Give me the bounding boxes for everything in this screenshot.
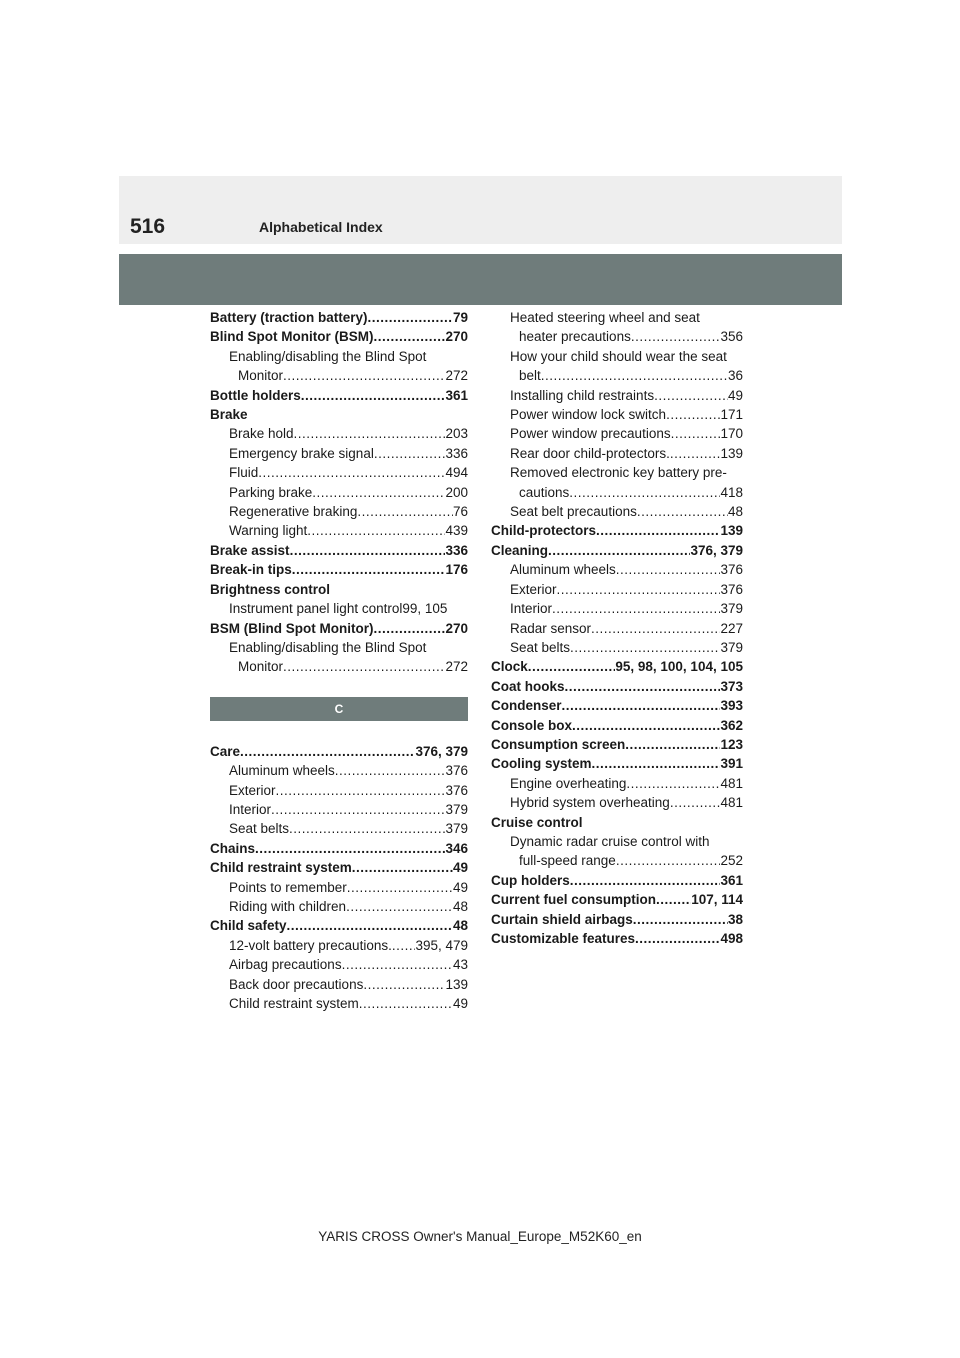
index-entry[interactable] (491, 405, 743, 424)
index-entry[interactable] (491, 871, 743, 890)
dot-leader (359, 994, 453, 1013)
dot-leader (301, 386, 446, 405)
dot-leader (312, 483, 445, 502)
footer-manual-id: YARIS CROSS Owner's Manual_Europe_M52K60_en (318, 1229, 642, 1244)
index-entry[interactable] (210, 483, 468, 502)
index-entry-page[interactable]: 395, 479 (415, 937, 468, 953)
index-entry[interactable] (210, 541, 468, 560)
index-entry-label: Chains (210, 840, 256, 856)
index-entry-label: Radar sensor (510, 620, 592, 636)
index-entry[interactable] (491, 696, 743, 715)
index-entry[interactable] (491, 444, 743, 463)
dot-leader (392, 936, 416, 955)
index-entry[interactable] (491, 502, 743, 521)
index-entry-label: Cruise control (491, 814, 583, 830)
dot-leader (633, 910, 728, 929)
index-entry-page[interactable]: 49 (452, 879, 468, 895)
index-entry-label: Removed electronic key battery pre- (510, 465, 727, 481)
index-entry-page[interactable]: 481 (720, 795, 743, 811)
dot-leader (346, 897, 453, 916)
index-entry-label: Seat belt precautions (510, 504, 637, 520)
index-entry-page[interactable]: 373 (720, 678, 743, 694)
index-entry-label: Exterior (229, 782, 276, 798)
dot-leader (548, 541, 690, 560)
index-entry-label: Brake assist (210, 542, 290, 558)
index-entry-label: Brake (210, 407, 248, 423)
index-entry[interactable] (491, 657, 743, 676)
index-entry[interactable] (491, 308, 743, 327)
index-entry-label: Heated steering wheel and seat (510, 310, 700, 325)
letter-divider: C (210, 697, 468, 721)
dot-leader (368, 308, 453, 327)
index-entry-label: Child restraint system (210, 860, 352, 876)
index-entry-page[interactable]: 49 (452, 860, 468, 876)
index-entry[interactable] (491, 347, 743, 366)
index-entry-page[interactable]: 139 (445, 976, 468, 992)
index-entry[interactable] (210, 366, 468, 385)
dot-leader (654, 386, 728, 405)
index-entry[interactable] (210, 463, 468, 482)
index-entry-label: Installing child restraints (510, 387, 655, 403)
index-entry[interactable] (491, 735, 743, 754)
dot-leader (570, 871, 721, 890)
index-entry-label: 12-volt battery precautions. (229, 937, 392, 953)
index-entry[interactable] (210, 936, 468, 955)
index-column-left (210, 308, 468, 1013)
index-entry-label: Battery (traction battery) (210, 310, 368, 325)
header-band (119, 176, 842, 244)
dot-leader (307, 521, 445, 540)
dot-leader (625, 735, 720, 754)
page-number: 516 (130, 215, 166, 238)
index-entry-page[interactable]: 379 (445, 821, 468, 837)
index-entry-label: Blind Spot Monitor (BSM) (210, 329, 374, 345)
dot-leader (373, 619, 445, 638)
index-entry[interactable] (210, 580, 468, 599)
dot-leader (565, 677, 721, 696)
index-entry-page[interactable]: 200 (445, 484, 468, 500)
index-entry[interactable] (210, 994, 468, 1013)
dot-leader (635, 929, 720, 948)
index-entry-page[interactable]: 336 (445, 445, 468, 461)
index-entry-label: Cleaning (491, 542, 549, 558)
index-entry-label: Console box (491, 717, 573, 733)
index-entry[interactable] (491, 619, 743, 638)
dot-leader (569, 483, 720, 502)
index-entry[interactable] (210, 347, 468, 366)
index-entry[interactable] (491, 463, 743, 482)
index-entry-page[interactable]: 48 (727, 504, 743, 520)
index-entry-label: Cup holders (491, 872, 570, 888)
index-entry-page[interactable]: 176 (445, 562, 468, 578)
index-entry[interactable] (491, 327, 743, 346)
index-entry[interactable] (210, 619, 468, 638)
dot-leader (616, 851, 721, 870)
dot-leader (596, 521, 720, 540)
index-entry-page[interactable]: 379 (445, 801, 468, 817)
index-entry-label: Seat belts (510, 639, 571, 655)
index-entry-label: BSM (Blind Spot Monitor) (210, 620, 374, 636)
dot-leader (357, 502, 453, 521)
index-entry[interactable] (491, 929, 743, 948)
index-entry-page[interactable]: 356 (720, 329, 743, 345)
index-entry-page[interactable]: 49 (727, 387, 743, 403)
index-entry-page[interactable]: 48 (452, 898, 468, 914)
index-entry-page[interactable]: 95, 98, 100, 104, 105 (615, 659, 743, 675)
dot-leader (289, 819, 445, 838)
index-entry[interactable] (210, 405, 468, 424)
index-entry-label: belt (519, 368, 541, 384)
index-entry-page[interactable]: 48 (452, 918, 468, 934)
index-entry-page[interactable]: 139 (720, 523, 743, 539)
index-entry[interactable] (491, 541, 743, 560)
index-entry-page[interactable]: 49 (452, 996, 468, 1011)
dot-leader (528, 657, 616, 676)
index-entry-page[interactable]: 362 (720, 717, 743, 733)
dot-leader (276, 781, 446, 800)
dot-leader (258, 463, 445, 482)
index-entry-label: Power window precautions (510, 426, 671, 442)
dot-leader (631, 327, 721, 346)
index-entry-label: Customizable features (491, 931, 636, 946)
index-entry-label: Care (210, 743, 241, 759)
index-entry-label: Airbag precautions (229, 957, 342, 973)
index-entry[interactable] (210, 955, 468, 974)
index-entry-page[interactable]: 227 (720, 620, 743, 636)
index-entry-label: Back door precautions (229, 976, 364, 992)
index-entry[interactable] (210, 761, 468, 780)
index-entry[interactable] (210, 839, 468, 858)
index-entry[interactable] (210, 386, 468, 405)
index-entry-label: Curtain shield airbags (491, 911, 633, 927)
index-entry-label: Fluid (229, 465, 259, 481)
index-entry[interactable] (210, 308, 468, 327)
index-entry-label: Engine overheating (510, 775, 627, 791)
dot-leader (271, 800, 445, 819)
index-entry-label: Points to remember (229, 879, 347, 895)
dot-leader (255, 839, 445, 858)
dot-leader (352, 858, 453, 877)
index-entry-page[interactable]: 481 (720, 775, 743, 791)
index-entry-page[interactable]: 393 (720, 698, 743, 714)
index-entry-label: Exterior (510, 581, 557, 597)
index-entry-page[interactable]: 170 (720, 426, 743, 442)
dot-leader (592, 754, 721, 773)
index-entry-page[interactable]: 272 (445, 659, 468, 675)
dot-leader (591, 619, 720, 638)
index-entry[interactable] (491, 793, 743, 812)
dot-leader (283, 657, 445, 676)
dot-leader (637, 502, 728, 521)
index-entry[interactable] (210, 599, 468, 618)
index-entry[interactable] (491, 521, 743, 540)
index-entry[interactable] (210, 975, 468, 994)
index-entry-label: Aluminum wheels (229, 763, 335, 779)
index-entry-page[interactable]: 203 (445, 426, 468, 442)
index-entry[interactable] (491, 890, 743, 909)
index-entry-page[interactable]: 79 (452, 310, 468, 325)
index-entry-label: Child-protectors (491, 523, 597, 539)
index-entry[interactable] (210, 916, 468, 935)
index-entry-label: Enabling/disabling the Blind Spot (229, 348, 427, 364)
dot-leader (552, 599, 720, 618)
index-entry-label: Interior (510, 601, 553, 617)
index-entry-label: Condenser (491, 698, 562, 714)
dot-leader (335, 761, 446, 780)
index-entry-page[interactable]: 376, 379 (690, 542, 743, 558)
index-entry-page[interactable]: 418 (720, 484, 743, 500)
index-entry-label: Brightness control (210, 581, 331, 597)
index-entry-page[interactable]: 123 (720, 736, 743, 752)
dot-leader (671, 424, 721, 443)
index-entry[interactable] (491, 910, 743, 929)
index-entry[interactable] (491, 851, 743, 870)
index-entry[interactable] (491, 424, 743, 443)
index-entry[interactable] (210, 742, 468, 761)
index-entry-label: Monitor (238, 659, 284, 675)
index-entry-page[interactable]: 171 (720, 407, 743, 423)
dot-leader (283, 366, 445, 385)
index-entry[interactable] (491, 366, 743, 385)
index-entry[interactable] (210, 444, 468, 463)
index-entry-label: Dynamic radar cruise control with (510, 833, 710, 849)
index-entry-label: Coat hooks (491, 678, 565, 694)
dot-leader (562, 696, 721, 715)
index-entry-label: cautions (519, 484, 570, 500)
index-entry-page[interactable]: 376 (720, 581, 743, 597)
index-entry-label: full-speed range (519, 853, 616, 869)
index-entry[interactable] (491, 580, 743, 599)
index-entry-page[interactable]: 272 (445, 368, 468, 384)
index-entry-page[interactable]: 379 (720, 639, 743, 655)
index-entry-page[interactable]: 38 (727, 911, 743, 927)
index-entry-page[interactable]: 498 (720, 931, 743, 946)
index-entry[interactable] (210, 521, 468, 540)
index-entry-label: Parking brake (229, 484, 313, 500)
index-entry[interactable] (491, 677, 743, 696)
index-entry[interactable] (210, 819, 468, 838)
index-entry-label: Regenerative braking (229, 504, 358, 520)
index-entry-label: Interior (229, 801, 272, 817)
index-entry-page[interactable]: 252 (720, 853, 743, 869)
index-entry-page[interactable]: 107, 114 (691, 892, 743, 908)
index-entry-label: Current fuel consumption (491, 892, 656, 908)
dot-leader (626, 774, 720, 793)
index-entry[interactable] (210, 878, 468, 897)
index-entry-page[interactable]: 43 (452, 957, 468, 973)
index-entry-label: Cooling system (491, 756, 592, 772)
dot-leader (290, 541, 446, 560)
dot-leader (373, 327, 445, 346)
index-entry[interactable] (491, 483, 743, 502)
index-entry[interactable] (491, 560, 743, 579)
index-entry-label: Bottle holders (210, 387, 301, 403)
index-entry-label: Power window lock switch (510, 407, 667, 423)
index-entry-page[interactable]: 494 (445, 465, 468, 481)
index-entry-label: Emergency brake signal (229, 445, 374, 461)
index-entry[interactable] (491, 813, 743, 832)
index-entry[interactable] (491, 774, 743, 793)
index-entry-page[interactable]: 361 (720, 872, 743, 888)
index-entry-page[interactable]: 391 (720, 756, 743, 772)
index-entry-label: Child restraint system (229, 996, 359, 1011)
index-entry-page[interactable]: 376 (445, 763, 468, 779)
index-entry-label: heater precautions (519, 329, 631, 345)
index-entry[interactable] (491, 832, 743, 851)
index-entry-page[interactable]: 36 (727, 368, 743, 384)
index-entry-label: How your child should wear the seat (510, 348, 727, 364)
dot-leader (374, 444, 446, 463)
index-entry[interactable] (210, 781, 468, 800)
index-entry-page[interactable]: 139 (720, 445, 743, 461)
index-entry[interactable] (210, 897, 468, 916)
dot-leader (287, 916, 453, 935)
dot-leader (656, 890, 691, 909)
index-entry-page[interactable]: 379 (720, 601, 743, 617)
index-entry-label: Brake hold (229, 426, 294, 442)
index-entry[interactable] (491, 599, 743, 618)
index-entry[interactable] (491, 386, 743, 405)
index-entry[interactable] (491, 754, 743, 773)
index-entry-page[interactable]: 376, 379 (415, 743, 468, 759)
dot-leader (616, 560, 721, 579)
index-entry-page[interactable]: 376 (720, 562, 743, 578)
index-entry[interactable] (210, 502, 468, 521)
index-entry-label: Aluminum wheels (510, 562, 616, 578)
index-entry-page[interactable]: 270 (445, 329, 468, 345)
dot-leader (363, 975, 445, 994)
index-entry-page[interactable]: 376 (445, 782, 468, 798)
dot-leader (666, 405, 720, 424)
index-entry-label: Child safety (210, 918, 287, 934)
index-entry[interactable] (491, 638, 743, 657)
dot-leader (572, 716, 720, 735)
index-entry-label: Hybrid system overheating (510, 795, 670, 811)
dot-leader (670, 793, 721, 812)
index-entry[interactable] (210, 560, 468, 579)
index-entry[interactable] (210, 858, 468, 877)
dot-leader (292, 560, 446, 579)
index-entry-label: Seat belts (229, 821, 290, 837)
index-entry[interactable] (210, 800, 468, 819)
section-title: Alphabetical Index (259, 219, 383, 235)
dot-leader (294, 424, 446, 443)
index-entry-label: Break-in tips (210, 562, 292, 578)
index-entry-label: Warning light (229, 523, 308, 539)
index-entry[interactable] (210, 657, 468, 676)
index-entry-page[interactable]: 76 (452, 504, 468, 520)
dot-leader (342, 955, 453, 974)
index-entry-page[interactable]: 439 (445, 523, 468, 539)
index-entry-page[interactable]: 361 (445, 387, 468, 403)
index-entry-label: Clock (491, 659, 528, 675)
dot-leader (347, 878, 453, 897)
index-entry-page[interactable]: 336 (445, 542, 468, 558)
index-entry-label: Consumption screen (491, 736, 626, 752)
index-entry-label: Enabling/disabling the Blind Spot (229, 639, 427, 655)
index-entry[interactable] (210, 638, 468, 657)
index-entry[interactable] (210, 424, 468, 443)
index-entry-page[interactable]: 270 (445, 620, 468, 636)
index-entry[interactable] (491, 716, 743, 735)
dot-leader (240, 742, 415, 761)
index-entry-page[interactable]: 346 (445, 840, 468, 856)
index-entry-label: Monitor (238, 368, 284, 384)
header-bar (119, 254, 842, 305)
index-entry-label: Instrument panel light control99, 105 (229, 601, 448, 617)
dot-leader (557, 580, 721, 599)
dot-leader (541, 366, 728, 385)
dot-leader (670, 444, 721, 463)
index-entry-label: Rear door child-protectors. (510, 445, 670, 461)
index-entry-label: Riding with children (229, 898, 347, 914)
dot-leader (570, 638, 720, 657)
index-entry[interactable] (210, 327, 468, 346)
index-column-right (491, 308, 743, 948)
